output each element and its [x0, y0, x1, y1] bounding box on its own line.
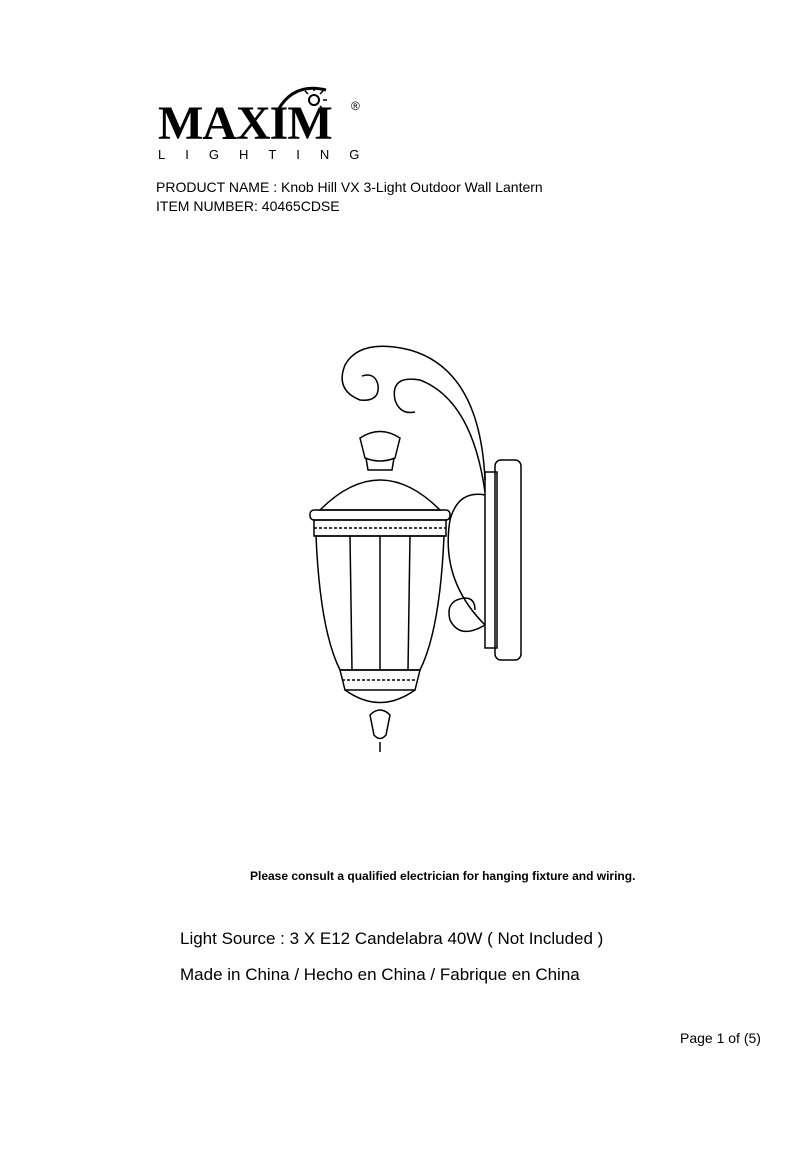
brand-logo — [156, 80, 380, 170]
brand-name: MAXIM — [158, 97, 332, 150]
page-number: Page 1 of (5) — [680, 1030, 761, 1046]
country-of-origin: Made in China / Hecho en China / Fabrique en China — [180, 965, 580, 984]
product-name: PRODUCT NAME : Knob Hill VX 3-Light Outdoor Wall Lantern — [156, 179, 543, 195]
registered-mark: ® — [351, 99, 360, 113]
light-source-spec: Light Source : 3 X E12 Candelabra 40W ( Not Included ) — [180, 929, 604, 948]
brand-subtitle: LIGHTING — [158, 147, 380, 162]
item-number: ITEM NUMBER: 40465CDSE — [156, 198, 340, 214]
electrician-notice: Please consult a qualified electrician for hanging fixture and wiring. — [250, 869, 636, 883]
wall-lantern-drawing-icon — [280, 330, 540, 760]
